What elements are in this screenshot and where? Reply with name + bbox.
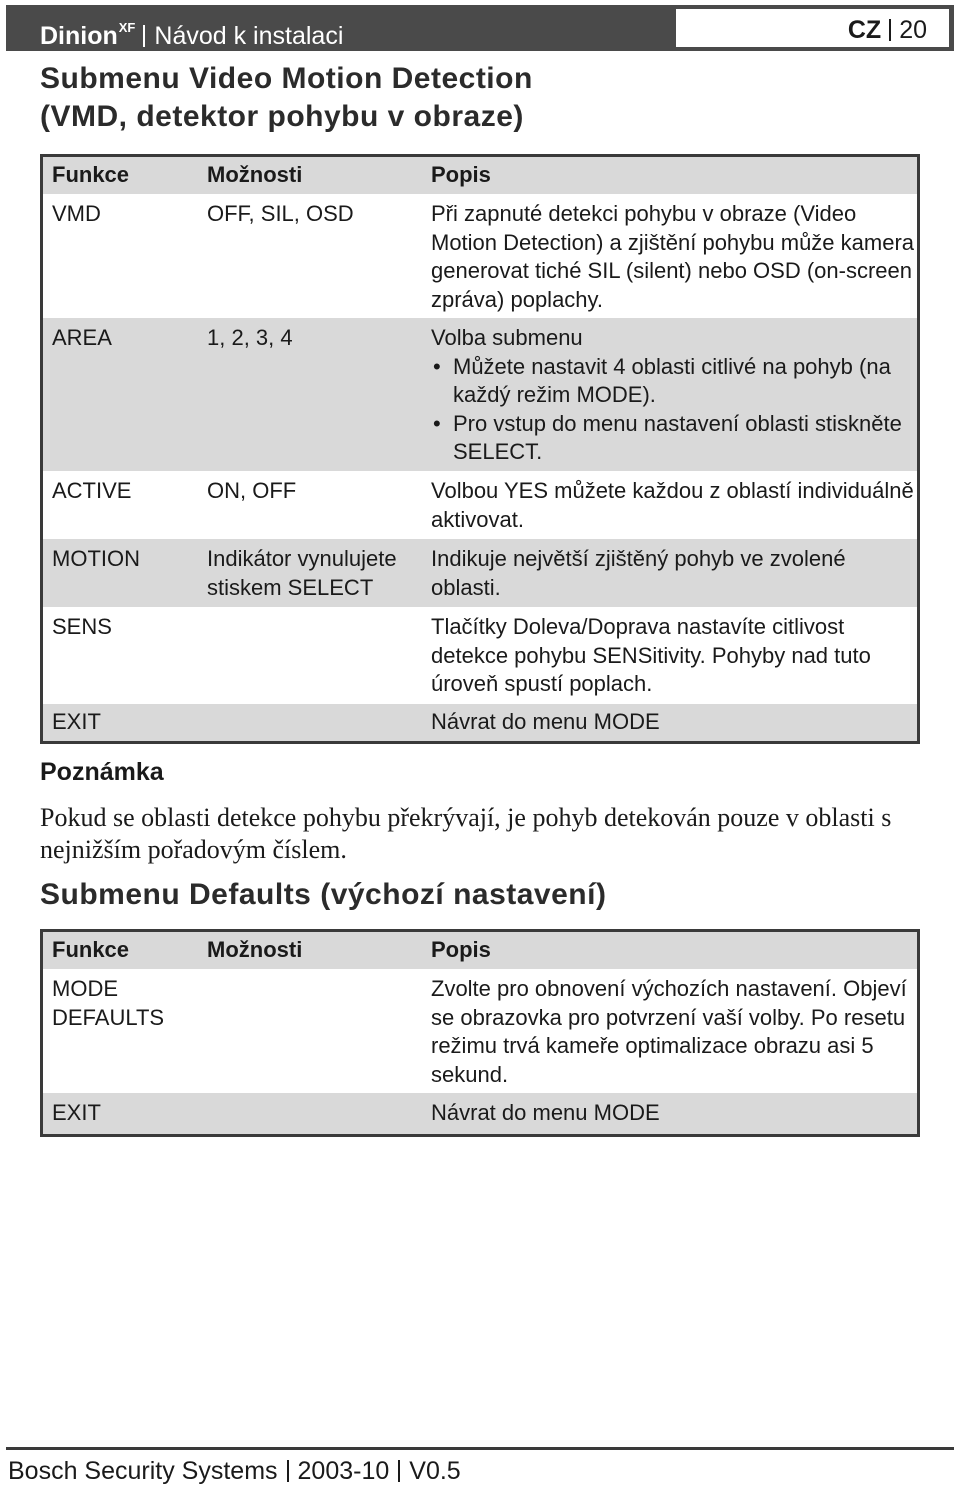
list-item: • Pro vstup do menu nastavení oblasti stiskněte SELECT. — [431, 410, 915, 467]
cell-description: Návrat do menu MODE — [431, 1100, 660, 1125]
table-row-sens — [43, 607, 917, 704]
list-item: • Můžete nastavit 4 oblasti citlivé na pohyb (na každý režim MODE). — [431, 353, 915, 410]
column-header-options: Možnosti — [207, 162, 303, 187]
table-header-row — [43, 157, 917, 194]
cell-description: Při zapnuté detekci pohybu v obraze (Video Motion Detection) a zjištění pohybu může kamera generovat tiché SIL (silent) nebo OSD (on-screen zpráva) poplachy. — [431, 201, 915, 312]
section-title-line1: Submenu Video Motion Detection — [40, 62, 533, 95]
column-header-description: Popis — [431, 162, 491, 187]
cell-function: MOTION — [52, 546, 140, 571]
cell-function: MODE DEFAULTS — [52, 976, 165, 1030]
note-title: Poznámka — [40, 758, 164, 786]
cell-options: OFF, SIL, OSD — [207, 201, 354, 226]
cell-options: 1, 2, 3, 4 — [207, 325, 293, 350]
cell-function: EXIT — [52, 709, 101, 734]
cell-description: Tlačítky Doleva/Doprava nastavíte citlivost detekce pohybu SENSitivity. Pohyby nad tuto úroveň spustí poplach. — [431, 614, 871, 696]
page-footer — [8, 1454, 461, 1488]
page-header — [6, 5, 954, 51]
cell-description: Návrat do menu MODE — [431, 709, 660, 734]
table-row-mode-defaults — [43, 969, 917, 1093]
cell-description: Volbou YES můžete každou z oblastí individuálně aktivovat. — [431, 478, 914, 532]
footer-date: 2003-10 — [297, 1457, 390, 1485]
brand-name: Dinion — [40, 22, 118, 50]
vmd-table — [40, 154, 920, 744]
note-text: Pokud se oblasti detekce pohybu překrývají, je pohyb detekován pouze v oblasti s nejnižším pořadovým číslem. — [40, 803, 892, 864]
table-row-exit — [43, 1093, 917, 1134]
footer-version: V0.5 — [409, 1457, 461, 1485]
table-row-active — [43, 471, 917, 539]
language-code: CZ — [847, 16, 882, 44]
header-separator — [143, 25, 145, 47]
footer-company: Bosch Security Systems — [8, 1457, 278, 1485]
page-separator — [889, 19, 891, 41]
brand-superscript: XF — [118, 20, 136, 35]
footer-separator — [287, 1460, 289, 1482]
column-header-function: Funkce — [52, 937, 130, 962]
cell-options: Indikátor vynulujete stiskem SELECT — [207, 546, 397, 600]
header-title — [40, 5, 343, 51]
description-text: Volba submenu — [431, 325, 583, 350]
cell-function: EXIT — [52, 1100, 101, 1125]
cell-function: VMD — [52, 201, 101, 226]
footer-separator — [398, 1460, 400, 1482]
table-row-exit — [43, 704, 917, 741]
table-row-vmd — [43, 194, 917, 318]
cell-description: Indikuje největší zjištěný pohyb ve zvolené oblasti. — [431, 546, 846, 600]
column-header-options: Možnosti — [207, 937, 303, 962]
doc-title: Návod k instalaci — [154, 22, 344, 50]
section-title-defaults: Submenu Defaults (výchozí nastavení) — [40, 878, 607, 911]
cell-function: SENS — [52, 614, 112, 639]
column-header-description: Popis — [431, 937, 491, 962]
bullet-list — [431, 353, 915, 467]
table-row-motion — [43, 539, 917, 607]
cell-description: Zvolte pro obnovení výchozích nastavení. Objeví se obrazovka pro potvrzení vaší volby. Po resetu režimu trvá kameře optimalizace obrazu asi 5 sekund. — [431, 976, 907, 1087]
footer-divider — [6, 1447, 954, 1450]
section-title-line2: (VMD, detektor pohybu v obraze) — [40, 100, 524, 133]
defaults-table — [40, 929, 920, 1137]
table-row-area — [43, 318, 917, 471]
column-header-function: Funkce — [52, 162, 130, 187]
table-header-row — [43, 932, 917, 969]
section-title-vmd — [40, 60, 533, 136]
cell-function: AREA — [52, 325, 112, 350]
cell-options: ON, OFF — [207, 478, 297, 503]
cell-function: ACTIVE — [52, 478, 132, 503]
page-number-box — [676, 9, 954, 51]
cell-description — [431, 324, 915, 467]
page-number: 20 — [899, 16, 927, 44]
